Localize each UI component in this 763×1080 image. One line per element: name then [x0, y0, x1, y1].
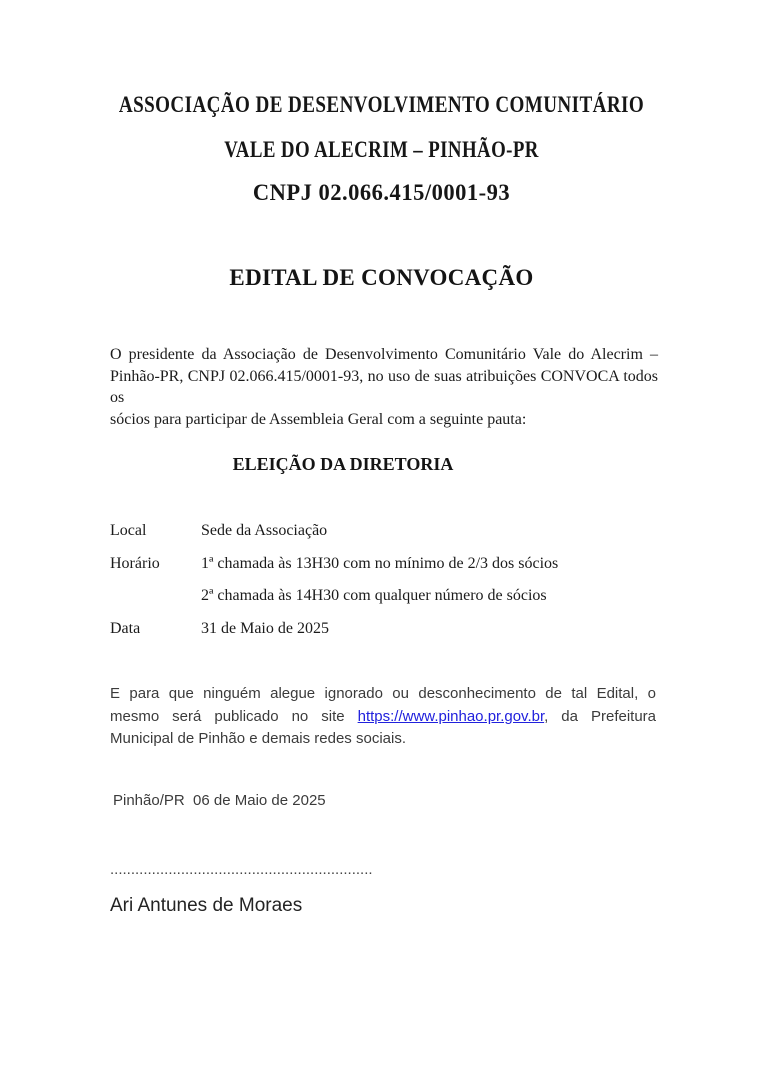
detail-row-local	[110, 520, 658, 542]
place-date-line: Pinhão/PR 06 de Maio de 2025	[113, 792, 326, 809]
intro-line-1: O presidente da Associação de Desenvolvimento Comunitário Vale do Alecrim –	[110, 346, 658, 363]
publication-paragraph	[110, 683, 656, 751]
signature-dotted-line: ...............................................................	[110, 861, 373, 878]
detail-row-data	[110, 618, 658, 640]
agenda-heading: ELEIÇÃO DA DIRETORIA	[232, 454, 454, 474]
detail-value: 2ª chamada às 14H30 com qualquer número de sócios	[201, 587, 547, 604]
signatory-name: Ari Antunes de Moraes	[110, 895, 303, 916]
detail-label: Data	[110, 620, 141, 637]
detail-value: Sede da Associação	[201, 522, 328, 539]
detail-value: 1ª chamada às 13H30 com no mínimo de 2/3 dos sócios	[201, 555, 559, 572]
detail-label: Local	[110, 522, 147, 539]
publication-line-2-post: , da Prefeitura	[544, 707, 657, 725]
detail-row-horario-2	[110, 585, 658, 607]
detail-label: Horário	[110, 555, 160, 572]
intro-line-3: sócios para participar de Assembleia Geral com a seguinte pauta:	[110, 410, 527, 428]
publication-line-2-pre: mesmo será publicado no site	[110, 707, 358, 725]
pinhao-website-link[interactable]: https://www.pinhao.pr.gov.br	[357, 707, 545, 725]
org-cnpj-line: CNPJ 02.066.415/0001-93	[252, 180, 511, 205]
document-title: EDITAL DE CONVOCAÇÃO	[229, 265, 534, 290]
intro-line-2: Pinhão-PR, CNPJ 02.066.415/0001-93, no uso de suas atribuições CONVOCA todos os	[110, 367, 658, 406]
detail-value: 31 de Maio de 2025	[201, 620, 329, 637]
publication-line-2	[110, 706, 656, 729]
publication-line-1: E para que ninguém alegue ignorado ou desconhecimento de tal Edital, o	[110, 685, 656, 702]
intro-paragraph	[110, 344, 658, 430]
org-name-line1: ASSOCIAÇÃO DE DESENVOLVIMENTO COMUNITÁRIO	[118, 92, 645, 117]
detail-row-horario	[110, 553, 658, 575]
org-name-line2: VALE DO ALECRIM – PINHÃO-PR	[224, 137, 539, 162]
publication-line-3: Municipal de Pinhão e demais redes sociais.	[110, 730, 406, 747]
